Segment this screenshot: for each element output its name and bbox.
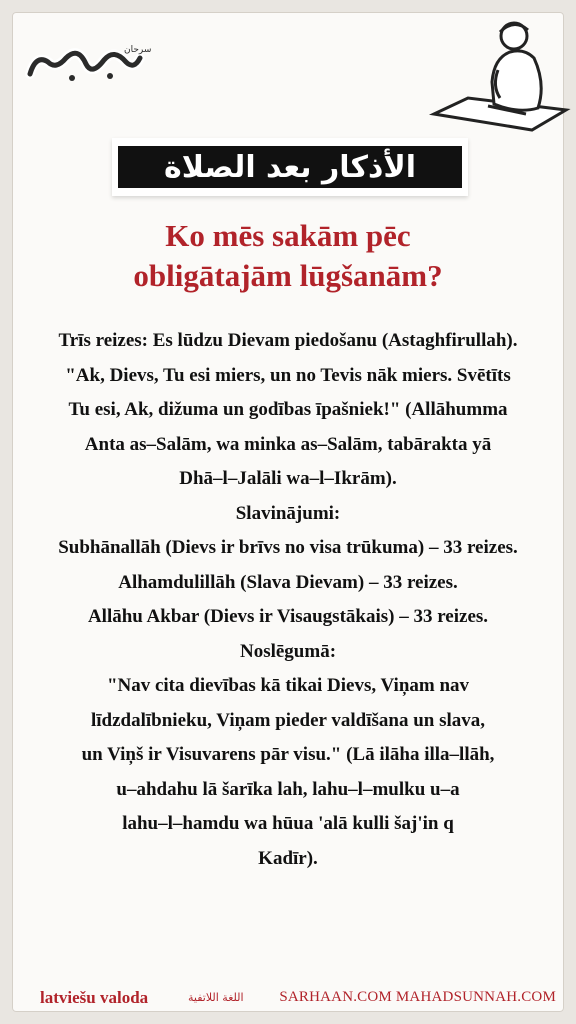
body-line: "Nav cita dievības kā tikai Dievs, Viņam nav [106, 675, 470, 696]
praying-person-icon [428, 14, 568, 134]
banner-title: الأذكار بعد الصلاة [118, 146, 462, 188]
footer-websites: SARHAAN.COM MAHADSUNNAH.COM [279, 989, 556, 1005]
body-line: Noslēgumā: [239, 640, 337, 662]
body-line: Slavinājumi: [235, 502, 341, 524]
body-line: "Ak, Dievs, Tu esi miers, un no Tevis nāk miers. Svētīts [65, 364, 511, 386]
body-text [18, 324, 558, 876]
body-line: un Viņš ir Visuvarens pār visu." (Lā ilāha illa–llāh, [81, 744, 495, 765]
body-line: Anta as–Salām, wa minka as–Salām, tabārakta yā [84, 433, 492, 455]
title-banner [112, 138, 468, 196]
page-heading [20, 216, 556, 296]
sarhaan-logo-icon [26, 40, 152, 86]
body-line: Kadīr). [258, 847, 318, 869]
heading-line-1: Ko mēs sakām pēc [165, 218, 411, 253]
body-line: Subhānallāh (Dievs ir brīvs no visa trūkuma) – 33 reizes. [58, 537, 518, 558]
footer-language-arabic: اللغة اللاتفية [188, 991, 244, 1004]
heading-line-2: obligātajām lūgšanām? [133, 258, 443, 293]
body-line: Dhā–l–Jalāli wa–l–Ikrām). [179, 468, 397, 489]
body-line: līdzdalībnieku, Viņam pieder valdīšana un slava, [90, 709, 486, 731]
body-line: Trīs reizes: Es lūdzu Dievam piedošanu (Astaghfirullah). [58, 330, 518, 351]
logo-text: سرحان [124, 45, 152, 55]
body-line: Alhamdulillāh (Slava Dievam) – 33 reizes. [118, 571, 458, 593]
body-line: Allāhu Akbar (Dievs ir Visaugstākais) – 33 reizes. [87, 606, 489, 627]
body-line: Tu esi, Ak, dižuma un godības īpašniek!" (Allāhumma [68, 399, 508, 420]
body-line: lahu–l–hamdu wa hūua 'alā kulli šaj'in q [122, 813, 454, 834]
body-line: u–ahdahu lā šarīka lah, lahu–l–mulku u–a [116, 778, 460, 800]
footer-language: latviešu valoda [40, 988, 149, 1007]
